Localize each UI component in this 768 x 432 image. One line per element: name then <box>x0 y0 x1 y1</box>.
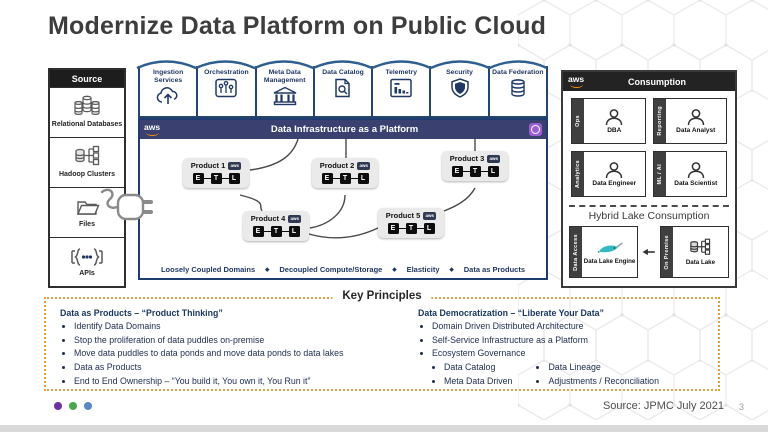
consumption-header <box>563 72 735 91</box>
key-principles-left-column <box>60 306 390 388</box>
person-icon <box>686 161 706 179</box>
person-icon <box>604 161 624 179</box>
source-item-relational-databases <box>50 87 124 137</box>
hybrid-card-label: Data Lake Engine <box>583 257 636 265</box>
bullet-item: • Move data puddles to data ponds and move data ponds to data lakes <box>74 347 390 361</box>
hybrid-card-label: Data Lake <box>685 258 716 266</box>
service-label: Meta Data Management <box>263 69 306 84</box>
platform-principle: ◆ Data as Products <box>450 265 526 274</box>
service-label: Orchestration <box>204 69 249 76</box>
source-item-label: Hadoop Clusters <box>58 171 115 179</box>
service-data-federation <box>488 66 548 118</box>
left-column-heading: Data as Products – “Product Thinking” <box>60 308 223 318</box>
footer-dots <box>54 402 92 410</box>
etl-pipeline: E T L <box>442 166 508 177</box>
aws-service-icon <box>529 123 542 136</box>
product-name: Product 1 <box>190 161 226 170</box>
green-dot-icon <box>69 402 77 410</box>
etl-pipeline: E T L <box>312 173 378 184</box>
cloud-upload-icon <box>155 86 181 106</box>
service-meta-data-management <box>255 66 315 118</box>
bottom-divider <box>0 425 768 432</box>
etl-pipeline: E T L <box>243 226 309 237</box>
person-icon <box>686 108 706 126</box>
right-column-heading: Data Democratization – “Liberate Your Data” <box>418 308 604 318</box>
bullet-item: • Domain Driven Distributed Architecture <box>432 320 708 334</box>
bullet-item: • Adjustments / Reconciliation <box>548 375 659 389</box>
consumer-role: Data Engineer <box>592 179 637 187</box>
aws-badge-icon: aws <box>423 212 436 220</box>
platform-principle: Loosely Coupled Domains <box>160 265 256 274</box>
service-label: Telemetry <box>385 69 418 76</box>
consumption-grid <box>563 91 735 202</box>
shield-icon <box>449 78 471 98</box>
database-stack-icon <box>507 78 529 98</box>
etl-pipeline: E T L <box>378 223 444 234</box>
service-label: Data Catalog <box>322 69 364 76</box>
consumer-card-ml-ai <box>653 151 728 197</box>
service-data-catalog <box>313 66 373 118</box>
consumer-category: Reporting <box>656 106 663 136</box>
product-box <box>243 211 309 241</box>
bullet-item: • Identify Data Domains <box>74 320 390 334</box>
consumption-title: Consumption <box>628 76 687 87</box>
power-plug-icon <box>98 184 168 234</box>
source-item-apis <box>50 237 124 287</box>
aws-logo-icon: aws <box>568 75 584 88</box>
product-box <box>312 158 378 188</box>
blue-dot-icon <box>84 402 92 410</box>
platform-header <box>140 120 546 139</box>
hybrid-lake-section <box>569 205 729 286</box>
platform-title: Data Infrastructure as a Platform <box>270 124 419 135</box>
service-label: Ingestion Services <box>153 69 184 84</box>
service-ingestion-services <box>138 66 198 118</box>
consumer-category: ML / AI <box>656 163 663 185</box>
hybrid-card-data-lake <box>660 226 729 278</box>
platform-panel <box>138 118 548 280</box>
consumer-category: Ops <box>575 115 581 127</box>
hybrid-category: On Premise <box>663 234 670 270</box>
key-principles-right-column <box>418 306 708 388</box>
right-sub-bullets-1 <box>432 361 512 388</box>
right-column-bullets <box>418 320 708 361</box>
consumer-role: DBA <box>607 126 622 134</box>
hybrid-category: Data Access <box>573 233 579 271</box>
source-item-label: APIs <box>79 270 95 278</box>
services-row <box>138 66 548 118</box>
service-orchestration <box>196 66 256 118</box>
products-canvas <box>140 139 546 257</box>
source-item-label: Relational Databases <box>51 121 123 129</box>
bullet-item: • Data Catalog <box>444 361 512 375</box>
cluster-icon <box>686 238 714 258</box>
service-label: Data Federation <box>492 69 544 76</box>
etl-pipeline: E T L <box>183 173 249 184</box>
aws-badge-icon: aws <box>357 162 370 170</box>
aws-badge-icon: aws <box>487 155 500 163</box>
aws-badge-icon: aws <box>288 215 301 223</box>
purple-dot-icon <box>54 402 62 410</box>
page-number: 3 <box>738 402 744 412</box>
product-name: Product 5 <box>385 211 421 220</box>
service-security <box>429 66 489 118</box>
aws-logo-icon: aws <box>144 123 160 136</box>
bullet-item: • Data as Products <box>74 361 390 375</box>
product-box <box>183 158 249 188</box>
hybrid-lake-title: Hybrid Lake Consumption <box>588 210 710 222</box>
database-group-icon <box>72 95 102 119</box>
consumer-card-ops <box>571 98 646 144</box>
bullet-item: • Self-Service Infrastructure as a Platform <box>432 334 708 348</box>
consumer-role: Data Scientist <box>674 179 718 187</box>
source-item-label: Files <box>79 221 95 229</box>
platform-principle: ◆ Decoupled Compute/Storage <box>265 265 382 274</box>
page-title: Modernize Data Platform on Public Cloud <box>48 12 547 40</box>
bullet-item: • Ecosystem Governance <box>432 347 708 361</box>
left-column-bullets <box>60 320 390 388</box>
product-name: Product 4 <box>250 214 286 223</box>
document-search-icon <box>332 78 354 98</box>
api-braces-icon <box>70 246 104 268</box>
consumption-panel <box>561 70 737 288</box>
aws-badge-icon: aws <box>228 162 241 170</box>
key-principles-title: Key Principles <box>332 290 431 302</box>
cluster-icon <box>72 145 102 169</box>
source-item-hadoop-clusters <box>50 137 124 187</box>
narwhal-icon <box>596 239 624 257</box>
platform-principle: ◆ Elasticity <box>392 265 439 274</box>
hybrid-card-data-lake-engine <box>569 226 638 278</box>
arrow-left-icon <box>642 247 656 257</box>
bullet-item: • Meta Data Driven <box>444 375 512 389</box>
right-sub-bullets-2 <box>536 361 659 388</box>
consumer-role: Data Analyst <box>676 126 716 134</box>
bullet-item: • Stop the proliferation of data puddles on-premise <box>74 334 390 348</box>
consumer-card-analytics <box>571 151 646 197</box>
consumer-category: Analytics <box>575 159 581 189</box>
product-box <box>442 151 508 181</box>
consumer-card-reporting <box>653 98 728 144</box>
service-label: Security <box>446 69 473 76</box>
person-icon <box>604 108 624 126</box>
bar-chart-icon <box>389 78 413 98</box>
service-telemetry <box>371 66 431 118</box>
product-box <box>378 208 444 238</box>
bullet-item: • End to End Ownership – “You build it, You own it, You Run it” <box>74 375 390 389</box>
product-name: Product 2 <box>319 161 355 170</box>
source-panel-header: Source <box>50 70 124 87</box>
bullet-item: • Data Lineage <box>548 361 659 375</box>
key-principles-section <box>44 290 720 391</box>
bank-columns-icon <box>272 86 298 106</box>
source-panel <box>48 68 126 288</box>
source-attribution: Source: JPMC July 2021 <box>602 400 724 412</box>
product-name: Product 3 <box>449 154 485 163</box>
platform-principles-strip <box>140 265 546 274</box>
cloud-boundary-wave <box>136 54 548 72</box>
workflow-icon <box>214 78 238 98</box>
